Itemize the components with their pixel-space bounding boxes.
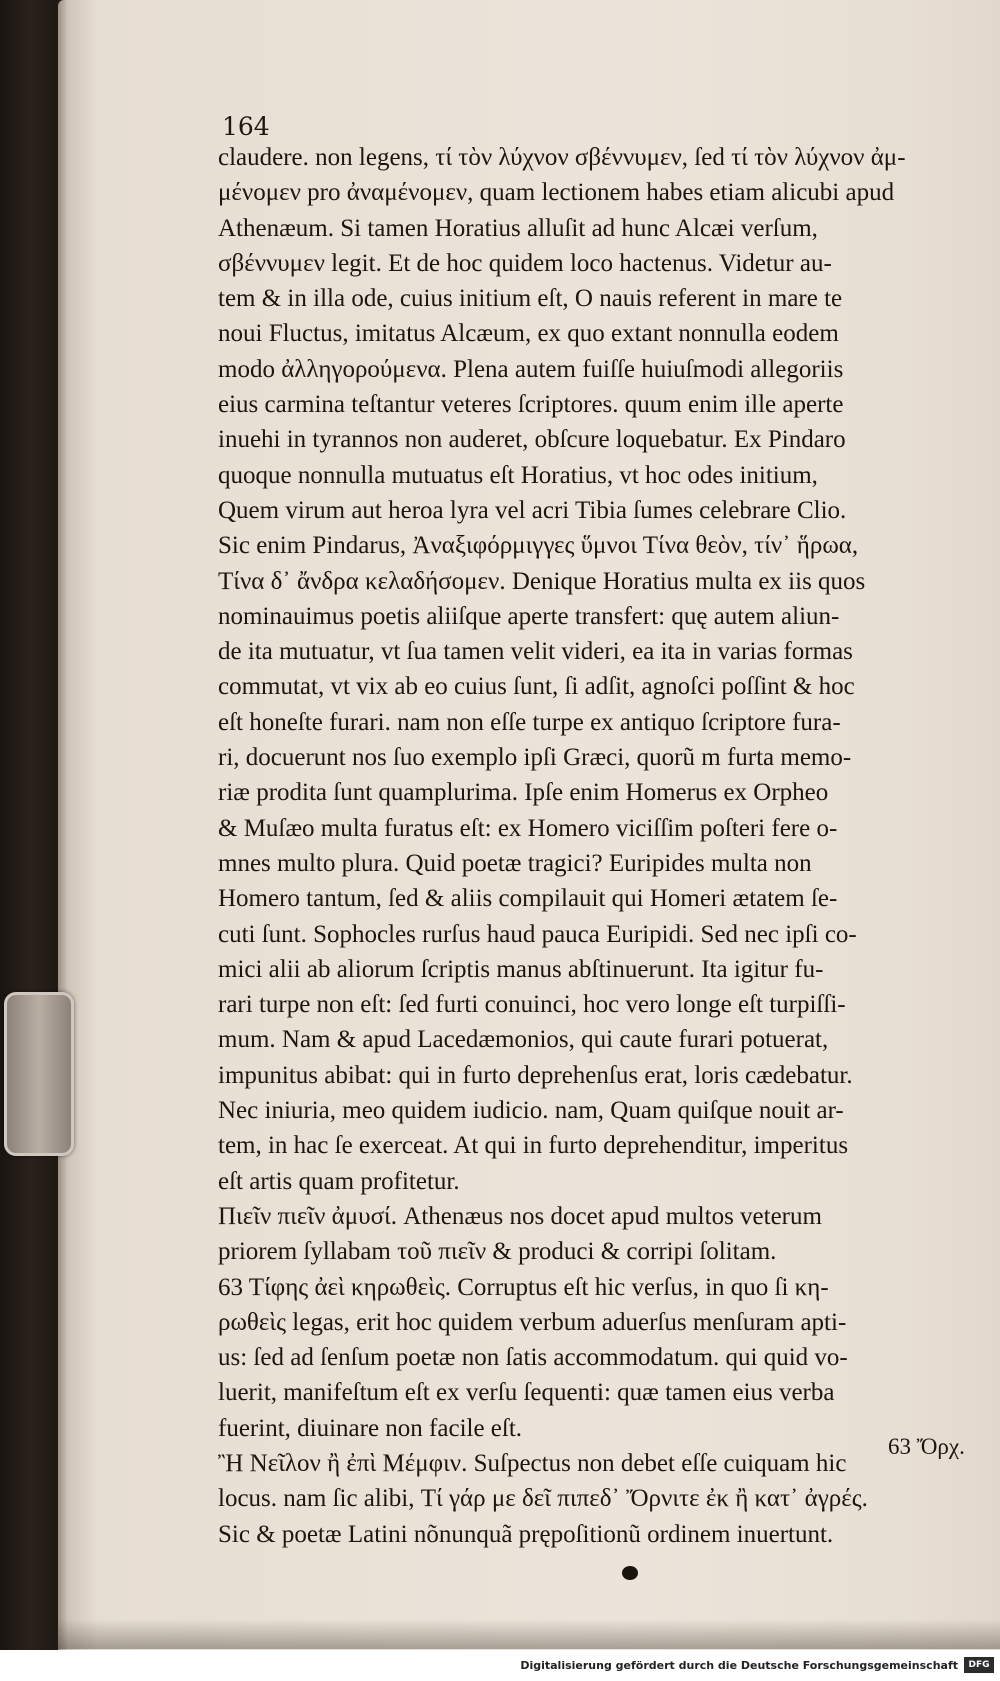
- page-edge-shadow: [58, 1619, 1000, 1649]
- text-line: fuerint, diuinare non facile eſt.: [218, 1414, 523, 1442]
- text-line: eius carmina teſtantur veteres ſcriptores. quum enim ille aperte: [218, 391, 844, 419]
- text-line: ri, docuerunt nos ſuo exemplo ipſi Græci, quorũ m furta memo-: [218, 744, 852, 772]
- text-line: eſt honeſte furari. nam non eſſe turpe ex antiquo ſcriptore fura-: [218, 708, 841, 736]
- text-line: Τίνα δ᾽ ἄνδρα κελαδήσομεν. Denique Horatius multa ex iis quos: [218, 567, 866, 595]
- text-line: tem, in hac ſe exerceat. At qui in furto deprehenditur, imperitus: [218, 1132, 849, 1160]
- text-line: Nec iniuria, meo quidem iudicio. nam, Quam quiſque nouit ar-: [218, 1097, 844, 1125]
- text-line: riæ prodita ſunt quamplurima. Ipſe enim Homerus ex Orpheo: [218, 779, 829, 807]
- text-line: mnes multo plura. Quid poetæ tragici? Euripides multa non: [218, 849, 812, 877]
- text-line: eſt artis quam profitetur.: [218, 1167, 460, 1195]
- text-line: de ita mutuatur, vt ſua tamen velit videri, ea ita in varias formas: [218, 638, 853, 666]
- text-line: noui Fluctus, imitatus Alcæum, ex quo extant nonnulla eodem: [218, 320, 839, 348]
- text-line: & Muſæo multa furatus eſt: ex Homero viciſſim poſteri fere o-: [218, 814, 838, 842]
- text-line: μένομεν pro ἀναμένομεν, quam lectionem habes etiam alicubi apud: [218, 179, 895, 207]
- text-line: impunitus abibat: qui in furto deprehenſus erat, loris cædebatur.: [218, 1061, 853, 1089]
- text-line: locus. nam ſic alibi, Τί γάρ με δεῖ πιπεδ᾽ Ὄρνιτε ἐκ ἢ κατ᾽ ἀγρές.: [218, 1485, 868, 1513]
- text-line: priorem ſyllabam τοῦ πιεῖν & produci & corripi ſolitam.: [218, 1238, 777, 1266]
- funding-credit: Digitalisierung gefördert durch die Deutsche Forschungsgemeinschaft: [520, 1659, 958, 1672]
- text-line: Sic enim Pindarus, Ἀναξιφόρμιγγες ὕμνοι Τίνα θεὸν, τίν᾽ ἥρωα,: [218, 532, 859, 560]
- text-line: commutat, vt vix ab eo cuius ſunt, ſi adſit, agnoſci poſſint & hoc: [218, 673, 855, 701]
- text-line: mici alii ab aliorum ſcriptis manus abſtinuerunt. Ita igitur fu-: [218, 955, 824, 983]
- text-line: Sic & poetæ Latini nõnunquã prępoſitionũ ordinem inuertunt.: [218, 1520, 834, 1548]
- ink-blot-mark: [622, 1566, 638, 1580]
- text-line: nominauimus poetis aliiſque aperte transfert: quę autem aliun-: [218, 602, 840, 630]
- text-line: Homero tantum, ſed & aliis compilauit qui Homeri ætatem ſe-: [218, 885, 838, 913]
- text-line: Πιεῖν πιεῖν ἀμυσί. Athenæus nos docet apud multos veterum: [218, 1202, 822, 1230]
- text-line: inuehi in tyrannos non auderet, obſcure loquebatur. Ex Pindaro: [218, 426, 846, 454]
- text-line: quoque nonnulla mutuatus eſt Horatius, vt hoc odes initium,: [218, 461, 818, 489]
- text-line: modo ἀλληγορούμενα. Plena autem fuiſſe huiuſmodi allegoriis: [218, 355, 844, 383]
- body-text: [218, 140, 988, 1552]
- text-line: mum. Nam & apud Lacedæmonios, qui caute furari potuerat,: [218, 1026, 829, 1054]
- text-line: claudere. non legens, τί τὸν λύχνον σβέννυμεν, ſed τί τὸν λύχνον ἀμ-: [218, 144, 906, 171]
- text-line: tem & in illa ode, cuius initium eſt, O nauis referent in mare te: [218, 285, 843, 313]
- text-line: luerit, manifeſtum eſt ex verſu ſequenti: quæ tamen eius verba: [218, 1379, 835, 1407]
- page-number: 164: [222, 112, 270, 141]
- text-line: Quem virum aut heroa lyra vel acri Tibia ſumes celebrare Clio.: [218, 496, 847, 524]
- dfg-logo: DFG: [964, 1657, 994, 1673]
- text-line: ρωθεὶς legas, erit hoc quidem verbum aduerſus menſuram apti-: [218, 1308, 847, 1336]
- catchword: 63 Ὄρχ.: [888, 1434, 965, 1459]
- digitization-footer: [0, 1650, 1000, 1681]
- text-line: σβέννυμεν legit. Et de hoc quidem loco hactenus. Videtur au-: [218, 249, 832, 277]
- text-line: rari turpe non eſt: ſed furti conuinci, hoc vero longe eſt turpiſſi-: [218, 991, 846, 1019]
- text-line: cuti ſunt. Sophocles rurſus haud pauca Euripidi. Sed nec ipſi co-: [218, 920, 857, 948]
- text-line: Athenæum. Si tamen Horatius alluſit ad hunc Alcæi verſum,: [218, 214, 818, 242]
- text-line: us: ſed ad ſenſum poetæ non ſatis accommodatum. qui quid vo-: [218, 1344, 848, 1372]
- book-clasp: [4, 992, 74, 1156]
- text-line: Ἢ Νεῖλον ἢ ἐπὶ Μέμφιν. Suſpectus non debet eſſe cuiquam hic: [218, 1449, 847, 1477]
- text-line: 63 Τίφης ἀεὶ κηρωθεὶς. Corruptus eſt hic verſus, in quo ſi κη-: [218, 1273, 829, 1301]
